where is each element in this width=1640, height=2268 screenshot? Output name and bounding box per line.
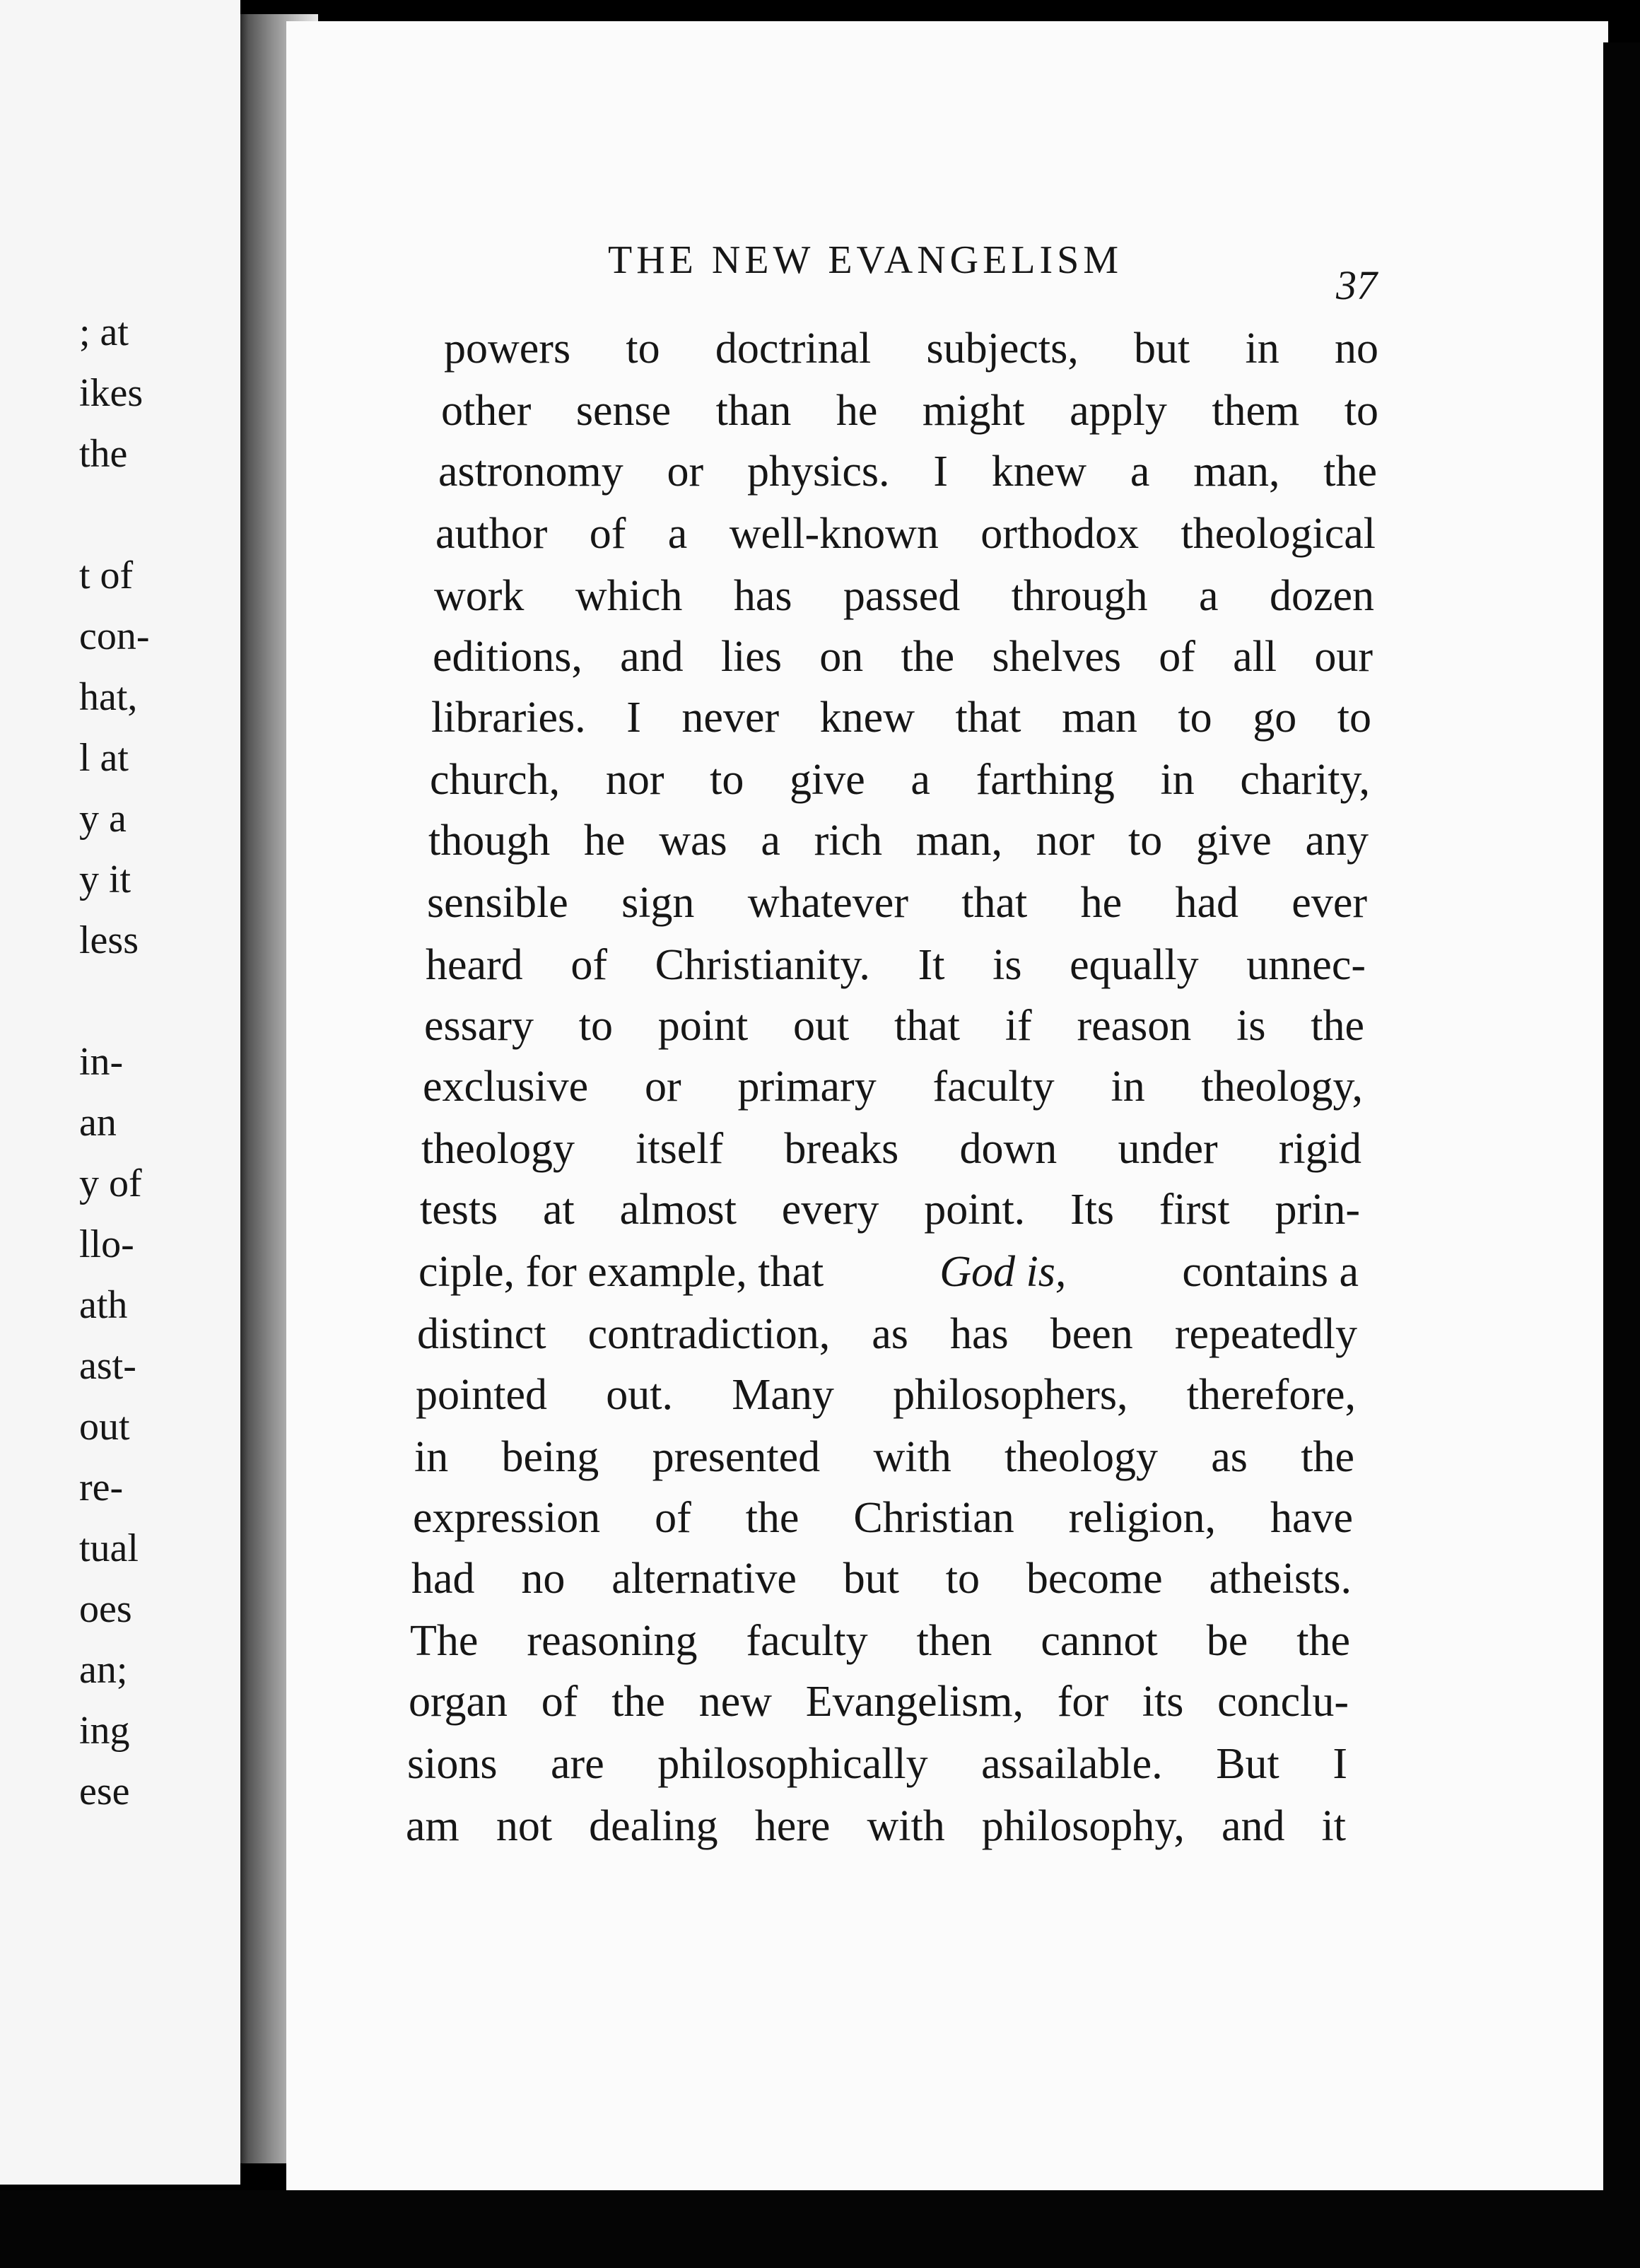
left-page-line: in- xyxy=(79,1040,124,1084)
body-line: distinct contradiction, as has been repeatedly xyxy=(417,1310,1357,1358)
body-line xyxy=(418,1250,1359,1294)
body-line: other sense than he might apply them to xyxy=(441,387,1378,435)
left-page-line: tual xyxy=(79,1526,139,1570)
left-page-line: less xyxy=(79,918,139,962)
body-line: had no alternative but to become atheists. xyxy=(411,1555,1352,1603)
body-line: expression of the Christian religion, have xyxy=(413,1494,1353,1542)
left-page-line: re- xyxy=(79,1466,124,1509)
body-line: organ of the new Evangelism, for its conclu- xyxy=(409,1678,1349,1726)
left-page-line: l at xyxy=(79,736,129,780)
body-line: The reasoning faculty then cannot be the xyxy=(410,1617,1350,1665)
left-page-line: out xyxy=(79,1405,130,1449)
body-line: work which has passed through a dozen xyxy=(434,572,1374,620)
body-line: sensible sign whatever that he had ever xyxy=(427,879,1367,927)
left-page-line: t of xyxy=(79,554,134,597)
left-page-line: ath xyxy=(79,1283,128,1327)
body-line: theology itself breaks down under rigid xyxy=(421,1125,1361,1173)
body-line: astronomy or physics. I knew a man, the xyxy=(438,448,1377,496)
left-page-line: ; at xyxy=(79,310,129,354)
scan-border-right xyxy=(1603,42,1640,2206)
scan-border-bottom xyxy=(0,2190,1640,2268)
body-line: church, nor to give a farthing in charity, xyxy=(430,756,1370,804)
body-line: am not dealing here with philosophy, and it xyxy=(406,1802,1346,1850)
body-line: exclusive or primary faculty in theology, xyxy=(423,1063,1363,1111)
left-page-line: llo- xyxy=(79,1222,134,1266)
left-page-line: y it xyxy=(79,858,131,901)
left-page-line: ast- xyxy=(79,1344,136,1388)
left-page-line: y of xyxy=(79,1162,142,1205)
left-page-line: hat, xyxy=(79,675,138,719)
body-line: essary to point out that if reason is the xyxy=(424,1002,1364,1050)
left-page-line: y a xyxy=(79,797,127,841)
page-number: 37 xyxy=(1336,262,1377,308)
running-head: THE NEW EVANGELISM xyxy=(608,238,1123,282)
body-line: pointed out. Many philosophers, therefore, xyxy=(416,1371,1356,1419)
left-page-line: ikes xyxy=(79,371,144,415)
left-page-line: an xyxy=(79,1101,117,1145)
left-page-line: ing xyxy=(79,1709,130,1753)
left-page-line: oes xyxy=(79,1587,132,1631)
body-line-start: ciple, for example, that xyxy=(418,1248,824,1296)
body-line: sions are philosophically assailable. But I xyxy=(407,1740,1347,1788)
body-line: author of a well-known orthodox theological xyxy=(435,510,1376,558)
facing-page-fragment xyxy=(0,0,240,2185)
left-page-line: ese xyxy=(79,1770,130,1813)
body-line: heard of Christianity. It is equally unnec- xyxy=(426,941,1366,989)
italic-phrase: God is, xyxy=(939,1248,1067,1296)
body-line: editions, and lies on the shelves of all our xyxy=(433,633,1373,681)
left-page-line: an; xyxy=(79,1648,128,1692)
left-page-line: the xyxy=(79,432,128,476)
left-page-line: con- xyxy=(79,614,150,658)
body-line: though he was a rich man, nor to give any xyxy=(428,817,1369,865)
body-line: libraries. I never knew that man to go to xyxy=(431,694,1371,742)
body-line: powers to doctrinal subjects, but in no xyxy=(444,325,1378,373)
body-line-end: contains a xyxy=(1182,1248,1359,1296)
body-line: tests at almost every point. Its first prin- xyxy=(420,1186,1360,1234)
body-line: in being presented with theology as the xyxy=(414,1433,1354,1481)
